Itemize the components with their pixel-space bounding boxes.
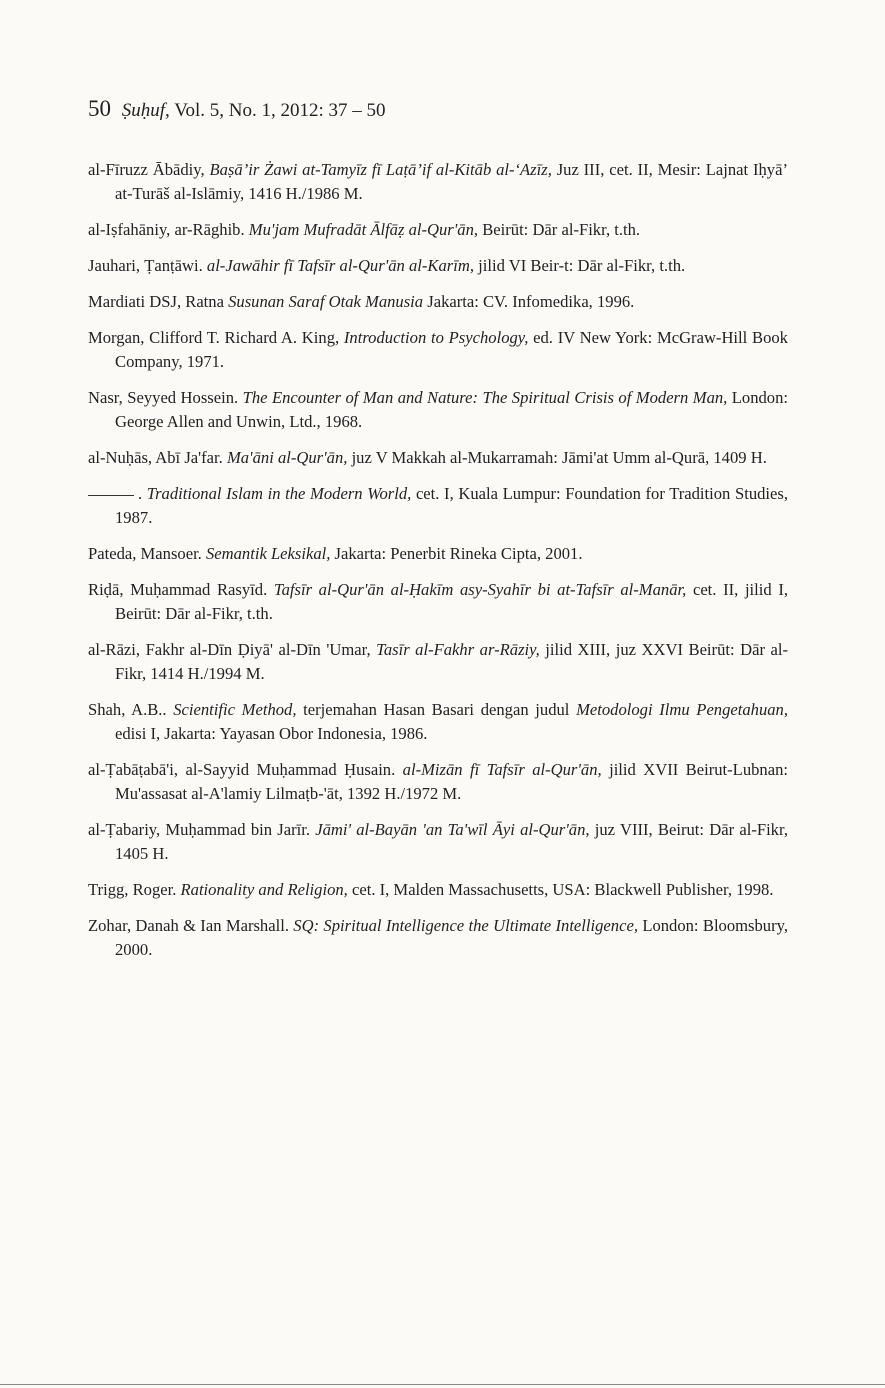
entry-publication: juz V Makkah al-Mukarramah: Jāmi'at Umm al-Qurā, 1409 H. xyxy=(347,448,767,467)
entry-title-translation: Metodologi Ilmu Pengetahuan, xyxy=(576,700,789,719)
bibliography-entry xyxy=(88,578,788,626)
entry-title: Jāmi' al-Bayān 'an Ta'wīl Āyi al-Qur'ān, xyxy=(315,820,590,839)
entry-author: Mardiati DSJ, Ratna xyxy=(88,292,229,311)
journal-name: Ṣuḥuf, xyxy=(121,100,170,121)
entry-author: al-Nuḥās, Abī Ja'far. xyxy=(88,448,227,467)
entry-publication: Beirūt: Dār al-Fikr, t.th. xyxy=(478,220,641,239)
entry-author: Riḍā, Muḥammad Rasyīd. xyxy=(88,580,274,599)
bibliography-entry xyxy=(88,158,788,206)
entry-publication: juz VIII, Beirut: Dār al-Fikr, 1405 H. xyxy=(115,820,788,863)
entry-publication: London: Bloomsbury, 2000. xyxy=(115,916,789,959)
entry-author: al-Rāzi, Fakhr al-Dīn Ḍiyā' al-Dīn 'Umar, xyxy=(88,640,377,659)
entry-title: Baṣā’ir Żawi at-Tamyīz fī Laṭā’if al-Kitāb al-‘Azīz, xyxy=(209,160,552,179)
entry-title: Tafsīr al-Qur'ān al-Ḥakīm asy-Syahīr bi at-Tafsīr al-Manār, xyxy=(273,580,687,599)
bibliography-entry xyxy=(88,386,788,434)
entry-author: Shah, A.B.. xyxy=(88,700,174,719)
entry-publication: cet. I, Kuala Lumpur: Foundation for Tradition Studies, 1987. xyxy=(115,484,788,527)
bibliography-entry xyxy=(88,446,788,470)
bibliography-entry xyxy=(88,818,788,866)
entry-publication: jilid VI Beir-t: Dār al-Fikr, t.th. xyxy=(473,256,686,275)
entry-title: The Encounter of Man and Nature: The Spiritual Crisis of Modern Man, xyxy=(242,388,728,407)
bibliography-entry xyxy=(88,698,788,746)
entry-publication: Jakarta: Penerbit Rineka Cipta, 2001. xyxy=(330,544,583,563)
entry-publication: terjemahan Hasan Basari dengan judul xyxy=(296,700,577,719)
entry-publication: London: George Allen and Unwin, Ltd., 1968. xyxy=(115,388,788,431)
entry-author: al-Fīruzz Ābādiy, xyxy=(88,160,210,179)
entry-author: al-Ṭabāṭabā'i, al-Sayyid Muḥammad Ḥusain. xyxy=(88,760,403,779)
journal-citation: Vol. 5, No. 1, 2012: 37 – 50 xyxy=(174,100,386,121)
entry-publication: Juz III, cet. II, Mesir: Lajnat Iḥyā’ at-Turāš al-Islāmiy, 1416 H./1986 M. xyxy=(115,160,788,203)
entry-author: Morgan, Clifford T. Richard A. King, xyxy=(88,328,344,347)
bibliography-entry xyxy=(88,638,788,686)
entry-publication: cet. II, jilid I, Beirūt: Dār al-Fikr, t.th. xyxy=(115,580,789,623)
entry-title: Mu'jam Mufradāt Ālfāẓ al-Qur'ān, xyxy=(248,220,479,239)
entry-title: Rationality and Religion, xyxy=(180,880,348,899)
repeat-author-dash xyxy=(88,495,134,496)
entry-title: Susunan Saraf Otak Manusia xyxy=(228,292,424,311)
entry-title: Ma'āni al-Qur'ān, xyxy=(226,448,348,467)
entry-title: al-Jawāhir fī Tafsīr al-Qur'ān al-Karīm, xyxy=(206,256,474,275)
entry-author: Zohar, Danah & Ian Marshall. xyxy=(88,916,294,935)
bibliography-entry xyxy=(88,326,788,374)
entry-title: SQ: Spiritual Intelligence the Ultimate Intelligence, xyxy=(293,916,638,935)
bibliography-entry xyxy=(88,218,788,242)
entry-publication-detail: edisi I, Jakarta: Yayasan Obor Indonesia, 1986. xyxy=(115,724,428,743)
bibliography-entry xyxy=(88,482,788,530)
entry-publication: cet. I, Malden Massachusetts, USA: Blackwell Publisher, 1998. xyxy=(347,880,774,899)
entry-author: Pateda, Mansoer. xyxy=(88,544,206,563)
bibliography-entry xyxy=(88,542,788,566)
entry-publication: jilid XIII, juz XXVI Beirūt: Dār al-Fikr, 1414 H./1994 M. xyxy=(115,640,788,683)
entry-author: Jauhari, Ṭanṭāwi. xyxy=(88,256,207,275)
running-header xyxy=(88,96,386,122)
entry-title: Semantik Leksikal, xyxy=(205,544,331,563)
entry-title: al-Mizān fī Tafsīr al-Qur'ān, xyxy=(402,760,602,779)
entry-author: al-Iṣfahāniy, ar-Rāghib. xyxy=(88,220,249,239)
entry-title: Traditional Islam in the Modern World, xyxy=(146,484,412,503)
bibliography-entry xyxy=(88,254,788,278)
page-edge-line xyxy=(0,1384,885,1385)
entry-publication: Jakarta: CV. Infomedika, 1996. xyxy=(423,292,635,311)
entry-publication: jilid XVII Beirut-Lubnan: Mu'assasat al-A'lamiy Lilmaṭb-'āt, 1392 H./1972 M. xyxy=(115,760,788,803)
entry-author: Nasr, Seyyed Hossein. xyxy=(88,388,243,407)
bibliography-entry xyxy=(88,914,788,962)
entry-author: Trigg, Roger. xyxy=(88,880,181,899)
bibliography-entry xyxy=(88,290,788,314)
bibliography-entry xyxy=(88,758,788,806)
bibliography-list xyxy=(88,158,788,974)
entry-author: . xyxy=(138,484,147,503)
bibliography-entry xyxy=(88,878,788,902)
entry-publication: ed. IV New York: McGraw-Hill Book Company, 1971. xyxy=(115,328,788,371)
entry-title: Tasīr al-Fakhr ar-Rāziy, xyxy=(376,640,540,659)
entry-author: al-Ṭabariy, Muḥammad bin Jarīr. xyxy=(88,820,316,839)
page-number: 50 xyxy=(88,96,111,121)
entry-title: Scientific Method, xyxy=(173,700,297,719)
entry-title: Introduction to Psychology, xyxy=(343,328,529,347)
